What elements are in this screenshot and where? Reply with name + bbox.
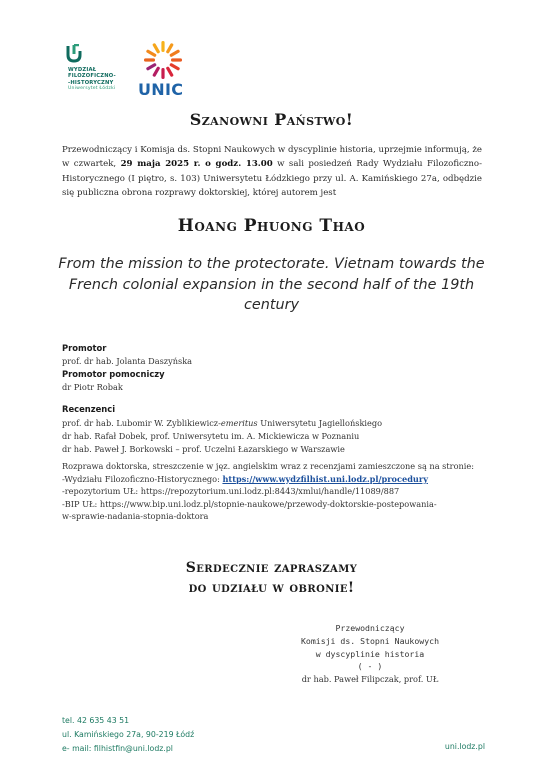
defense-date: 29 maja 2025 r. o godz. 13.00 [120, 159, 273, 170]
unic-logo [135, 40, 190, 102]
footer-website[interactable]: uni.lodz.pl [444, 742, 485, 751]
signature-role: Przewodniczący [335, 623, 405, 633]
invitation-line-1: Serdecznie zapraszamy [185, 560, 358, 576]
reviewer-1-name: prof. dr hab. Lubomir W. Zyblikiewicz- [62, 418, 221, 428]
signature-discipline: w dyscyplinie historia [315, 648, 425, 659]
intro-paragraph [62, 143, 482, 200]
greeting-heading: Szanowni Państwo! [189, 110, 354, 129]
links-faculty-label: -Wydziału Filozoficzno-Historycznego: [62, 473, 223, 484]
signature-block [270, 622, 470, 686]
candidate-name: Hoang Phuong Thao [177, 216, 366, 236]
reviewers-heading: Recenzenci [62, 404, 116, 414]
links-bip-line-2[interactable]: w-sprawie-nadania-stopnia-doktora [62, 511, 209, 522]
faculty-mark-icon [66, 44, 82, 64]
reviewer-1 [62, 418, 382, 428]
links-bip-line-1[interactable]: -BIP UŁ: https://www.bip.uni.lodz.pl/stopnie-naukowe/przewody-doktorskie-postepowania- [62, 498, 437, 509]
unic-burst-icon [143, 40, 183, 80]
faculty-logo-text [68, 67, 116, 92]
links-repository[interactable]: -repozytorium UŁ: https://repozytorium.uni.lodz.pl:8443/xmlui/handle/11089/887 [62, 486, 400, 497]
assistant-promotor-name: dr Piotr Robak [62, 382, 123, 392]
unic-logo-text: UNIC [138, 80, 184, 99]
signature-mark: ( - ) [357, 661, 383, 672]
thesis-title: From the mission to the protectorate. Vietnam towards the French colonial expansion in the second half of the 19th century [58, 256, 485, 313]
intro-text-part-1: Przewodniczący i Komisja ds. Stopni Naukowych w dyscyplinie historia, uprzejmie informują, że w czwartek, [62, 145, 482, 170]
links-section [62, 460, 482, 523]
promotor-heading: Promotor [62, 343, 107, 353]
signature-committee: Komisji ds. Stopni Naukowych [300, 635, 440, 646]
footer-address: ul. Kamińskiego 27a, 90-219 Łódź [62, 730, 195, 740]
reviewer-2: dr hab. Rafał Dobek, prof. Uniwersytetu im. A. Mickiewicza w Poznaniu [62, 431, 360, 441]
faculty-logo-line-1: WYDZIAŁ [68, 67, 97, 73]
reviewer-1-emeritus: emeritus [220, 418, 258, 428]
links-faculty [62, 473, 482, 486]
faculty-logo-line-3: -HISTORYCZNY [68, 79, 114, 86]
faculty-logo-university: Uniwersytet Łódzki [68, 85, 116, 91]
faculty-logo-line-2: FILOZOFICZNO- [68, 73, 116, 80]
footer-email[interactable]: e- mail: filhistfin@uni.lodz.pl [62, 744, 173, 754]
promotor-name: prof. dr hab. Jolanta Daszyńska [62, 356, 193, 366]
links-intro: Rozprawa doktorska, streszczenie w jęz. angielskim wraz z recenzjami zamieszczone są na stronie: [62, 461, 475, 471]
reviewer-3: dr hab. Paweł J. Borkowski – prof. Uczelni Łazarskiego w Warszawie [62, 444, 345, 454]
footer-phone: tel. 42 635 43 51 [62, 716, 130, 725]
assistant-promotor-heading: Promotor pomocniczy [62, 369, 165, 379]
invitation [0, 558, 543, 598]
reviewer-1-affiliation: Uniwersytetu Jagiellońskiego [257, 418, 383, 428]
invitation-line-2: do udziału w obronie! [188, 580, 355, 596]
footer-contact [62, 714, 194, 757]
faculty-procedure-link[interactable]: https://www.wydzfilhist.uni.lodz.pl/procedury [222, 473, 428, 484]
signature-name: dr hab. Paweł Filipczak, prof. UŁ [301, 674, 439, 685]
intro-text-part-2: w sali posiedzeń Rady Wydziału Filozoficzno-Historycznego (I piętro, s. 103) Uniwersytetu Łódzkiego przy ul. A. Kamińskiego 27a, odbędzie się publiczna obrona rozprawy doktorskiej, której autorem jest [62, 159, 483, 198]
